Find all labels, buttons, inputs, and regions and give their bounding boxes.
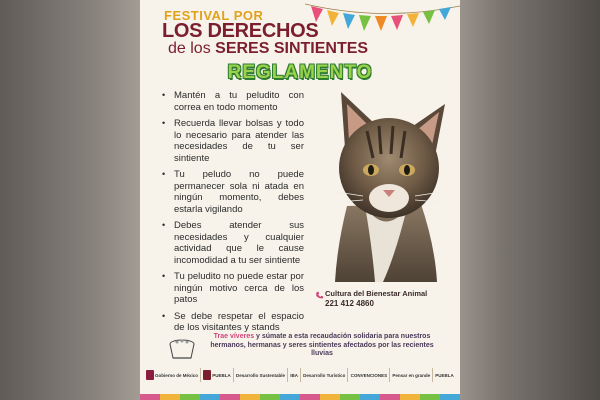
logo-gobierno-de-mexico: Gobierno de México: [146, 370, 198, 380]
contact-name: Cultura del Bienestar Animal: [325, 289, 428, 298]
footer-body: y súmate a esta recaudación solidaria para nuestros hermanos, hermanas y seres sintientes afectados por las recientes lluvias: [210, 333, 434, 357]
title-line-3: [168, 40, 368, 58]
logo-puebla-secondary: PUEBLA: [435, 372, 454, 378]
logo-desarrollo-sustentable: Desarrollo Sustentable: [235, 372, 285, 378]
reglamento-heading: REGLAMENTO: [227, 62, 373, 83]
rule-item: [162, 169, 304, 215]
title-line-3-prefix: de los: [168, 40, 211, 57]
background-right: [460, 0, 600, 400]
rule-text: Recuerda llevar bolsas y todo lo necesario para atender las necesidades de tu ser sintiente: [174, 118, 304, 164]
bottom-stripe: [140, 394, 460, 400]
logo-puebla: PUEBLA: [203, 370, 231, 380]
sponsor-logos: [146, 364, 454, 386]
rule-item: [162, 118, 304, 164]
rule-text: Tu peludo no puede permanecer sola ni atada en ningún momento, debes estarla vigilando: [174, 169, 304, 215]
logo-pensar-en-grande: Pensar en grande: [392, 372, 431, 378]
logo-iba: IBA: [290, 372, 298, 378]
bullet-icon: •: [162, 310, 166, 321]
footer-highlight: Trae víveres: [213, 333, 255, 340]
food-bowl-icon: [167, 336, 197, 362]
rule-item: [162, 271, 304, 306]
rule-item: [162, 220, 304, 266]
logo-convenciones: CONVENCIONES: [350, 372, 388, 378]
bullet-icon: •: [162, 220, 166, 230]
poster: [140, 0, 460, 400]
bullet-icon: •: [162, 271, 166, 281]
rule-text: Debes atender sus necesidades y cualquier actividad que le cause incomodidad a tu ser sintiente: [174, 220, 304, 266]
bunting-decoration: [305, 0, 460, 40]
rule-text: Mantén a tu peludito con correa en todo momento: [174, 90, 304, 113]
rule-text: Se debe respetar el espacio de los visitantes y stands: [174, 310, 304, 333]
cat-photo: [317, 86, 455, 282]
title-line-1: FESTIVAL POR: [164, 8, 264, 23]
phone-icon: [315, 291, 324, 300]
rule-item: [162, 311, 304, 334]
title-line-2: LOS DERECHOS: [162, 20, 319, 42]
bullet-icon: •: [162, 90, 166, 100]
title-line-3-main: SERES SINTIENTES: [215, 40, 369, 57]
rules-list: [162, 90, 304, 339]
background-left: [0, 0, 140, 400]
bullet-icon: •: [162, 169, 166, 179]
rule-item: [162, 90, 304, 113]
contact-phone: 221 412 4860: [325, 299, 374, 308]
bullet-icon: •: [162, 118, 166, 128]
footer-message: [202, 333, 442, 359]
rule-text: Tu peludito no puede estar por ningún motivo cerca de los patos: [174, 271, 304, 305]
logo-desarrollo-turistico: Desarrollo Turístico: [303, 372, 346, 378]
